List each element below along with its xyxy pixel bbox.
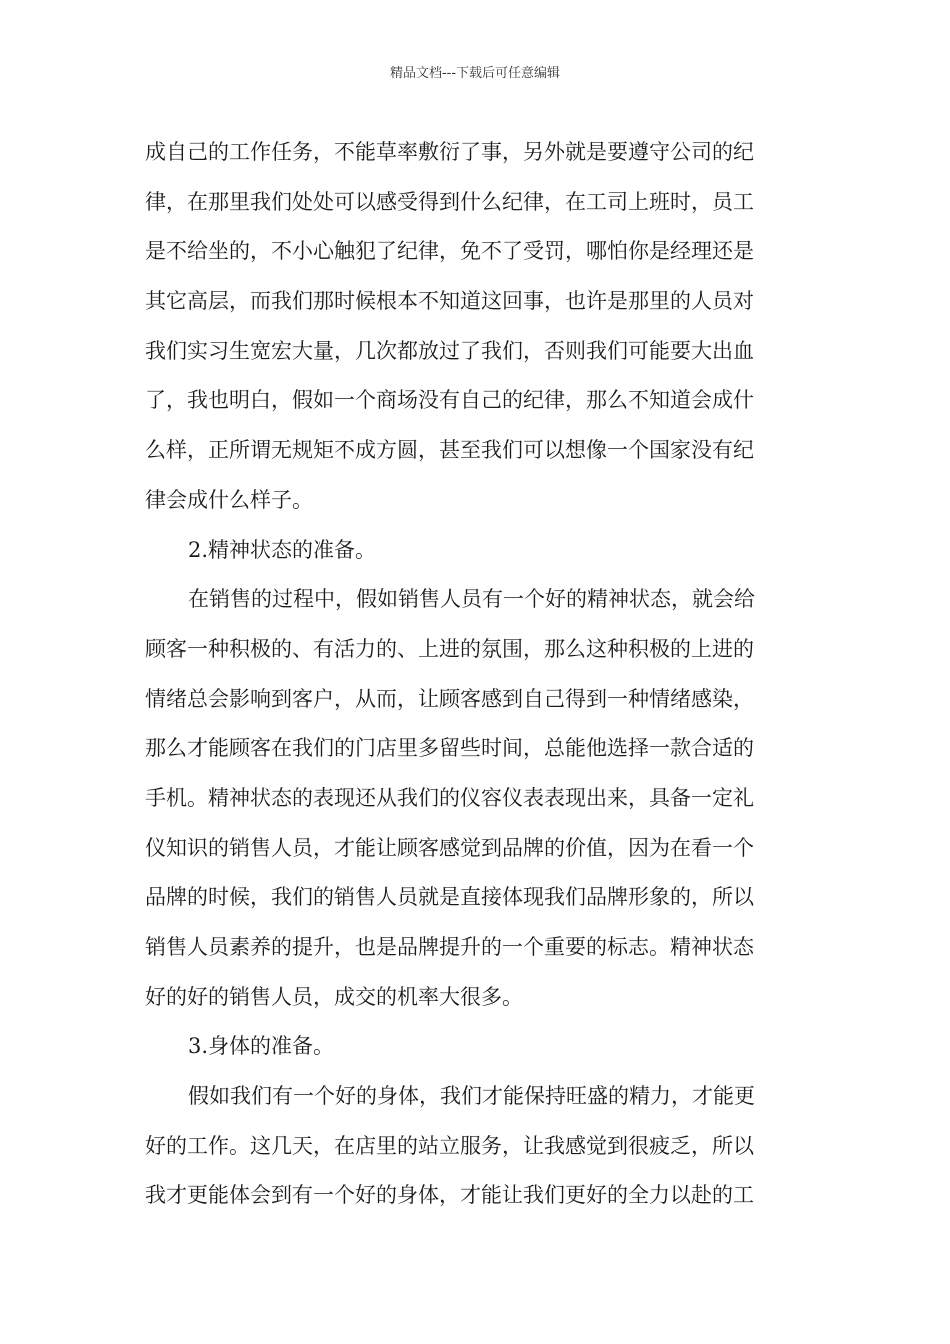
body-text [145,128,807,1221]
text-line: 是不给坐的，不小心触犯了纪律，免不了受罚，哪怕你是经理还是 [145,239,754,264]
text-line: 销售人员素养的提升，也是品牌提升的一个重要的标志。精神状态 [145,935,754,959]
section-heading: 2.精神状态的准备。 [188,537,377,562]
text-line: 好的工作。这几天，在店里的站立服务，让我感觉到很疲乏，所以 [145,1133,754,1158]
text-line: 手机。精神状态的表现还从我们的仪容仪表表现出来，具备一定礼 [145,785,754,810]
section-heading: 3.身体的准备。 [188,1034,335,1059]
page-header: 精品文档---下载后可任意编辑 [389,66,561,81]
text-line: 我才更能体会到有一个好的身体，才能让我们更好的全力以赴的工 [145,1183,754,1208]
text-line: 顾客一种积极的、有活力的、上进的氛围，那么这种积极的上进的 [145,636,754,661]
text-line: 在销售的过程中，假如销售人员有一个好的精神状态，就会给 [188,587,755,612]
text-line: 律会成什么样子。 [145,487,313,512]
text-line: 品牌的时候，我们的销售人员就是直接体现我们品牌形象的，所以 [145,885,754,910]
text-line: 我们实习生宽宏大量，几次都放过了我们，否则我们可能要大出血 [145,338,754,363]
text-line: 了，我也明白，假如一个商场没有自己的纪律，那么不知道会成什 [145,388,754,413]
text-line: 成自己的工作任务，不能草率敷衍了事，另外就是要遵守公司的纪 [145,140,754,164]
text-line: 好的好的销售人员，成交的机率大很多。 [145,984,523,1009]
text-line: 律，在那里我们处处可以感受得到什么纪律，在工司上班时，员工 [145,189,754,214]
text-line: 其它高层，而我们那时候根本不知道这回事，也许是那里的人员对 [145,289,754,314]
text-line: 那么才能顾客在我们的门店里多留些时间，总能他选择一款合适的 [145,736,754,761]
text-line: 仪知识的销售人员，才能让顾客感觉到品牌的价值，因为在看一个 [145,835,754,860]
text-line: 假如我们有一个好的身体，我们才能保持旺盛的精力，才能更 [188,1084,755,1109]
text-line: 么样，正所谓无规矩不成方圆，甚至我们可以想像一个国家没有纪 [145,438,754,463]
text-line: 情绪总会影响到客户，从而，让顾客感到自己得到一种情绪感染， [145,686,754,711]
